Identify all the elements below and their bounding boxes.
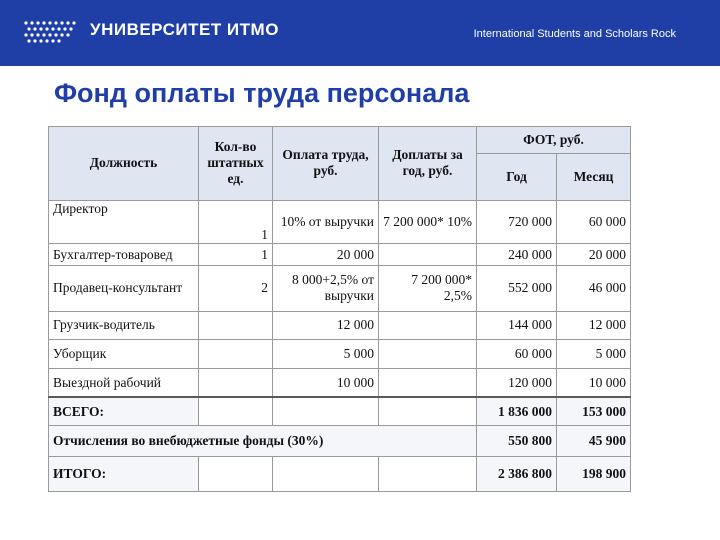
table-header-row — [49, 127, 631, 154]
cell-year: 60 000 — [477, 340, 557, 369]
cell-year: 240 000 — [477, 243, 557, 266]
cell-count: 1 — [199, 200, 273, 243]
page-title: Фонд оплаты труда персонала — [54, 78, 470, 108]
header-bonus: Доплаты за год, руб. — [379, 127, 477, 201]
cell-pay: 10 000 — [273, 368, 379, 397]
cell-bonus: 7 200 000* 10% — [379, 200, 477, 243]
table-row — [49, 368, 631, 397]
header-count: Кол-во штатных ед. — [199, 127, 273, 201]
total-label: ВСЕГО: — [49, 397, 199, 426]
total-month: 153 000 — [557, 397, 631, 426]
table-row — [49, 340, 631, 369]
table-row — [49, 200, 631, 243]
cell-month: 10 000 — [557, 368, 631, 397]
cell-bonus — [379, 340, 477, 369]
cell-position: Директор — [49, 200, 199, 243]
payroll-table-container — [48, 126, 630, 492]
header-year: Год — [477, 153, 557, 200]
cell-pay: 20 000 — [273, 243, 379, 266]
cell-position: Выездной рабочий — [49, 368, 199, 397]
header-month: Месяц — [557, 153, 631, 200]
cell-year: 720 000 — [477, 200, 557, 243]
total-row — [49, 397, 631, 426]
grand-total-year: 2 386 800 — [477, 457, 557, 492]
deductions-row — [49, 426, 631, 457]
cell-year: 552 000 — [477, 266, 557, 311]
cell-month: 12 000 — [557, 311, 631, 340]
cell-month: 20 000 — [557, 243, 631, 266]
cell-year: 144 000 — [477, 311, 557, 340]
cell-month: 5 000 — [557, 340, 631, 369]
cell-position: Продавец-консультант — [49, 266, 199, 311]
table-row — [49, 243, 631, 266]
cell-pay: 8 000+2,5% от выручки — [273, 266, 379, 311]
grand-total-row — [49, 457, 631, 492]
cell-year: 120 000 — [477, 368, 557, 397]
header-position: Должность — [49, 127, 199, 201]
header-fot: ФОТ, руб. — [477, 127, 631, 154]
cell-month: 60 000 — [557, 200, 631, 243]
cell-bonus: 7 200 000* 2,5% — [379, 266, 477, 311]
cell-count — [199, 311, 273, 340]
header-tagline: International Students and Scholars Rock — [473, 28, 676, 40]
payroll-table — [48, 126, 631, 492]
cell-month: 46 000 — [557, 266, 631, 311]
table-row — [49, 311, 631, 340]
cell-pay: 5 000 — [273, 340, 379, 369]
cell-count — [199, 340, 273, 369]
table-row — [49, 266, 631, 311]
total-year: 1 836 000 — [477, 397, 557, 426]
cell-count: 1 — [199, 243, 273, 266]
grand-total-month: 198 900 — [557, 457, 631, 492]
header-pay: Оплата труда, руб. — [273, 127, 379, 201]
logo-text: УНИВЕРСИТЕТ ИТМО — [90, 20, 279, 39]
cell-bonus — [379, 311, 477, 340]
deductions-label: Отчисления во внебюджетные фонды (30%) — [49, 426, 477, 457]
cell-position: Грузчик-водитель — [49, 311, 199, 340]
cell-bonus — [379, 243, 477, 266]
cell-pay: 12 000 — [273, 311, 379, 340]
cell-pay: 10% от выручки — [273, 200, 379, 243]
cell-count — [199, 368, 273, 397]
deductions-year: 550 800 — [477, 426, 557, 457]
cell-position: Уборщик — [49, 340, 199, 369]
header-bar — [0, 0, 720, 66]
cell-count: 2 — [199, 266, 273, 311]
grand-total-label: ИТОГО: — [49, 457, 199, 492]
cell-position: Бухгалтер-товаровед — [49, 243, 199, 266]
deductions-month: 45 900 — [557, 426, 631, 457]
cell-bonus — [379, 368, 477, 397]
itmo-logo-icon — [22, 18, 78, 44]
